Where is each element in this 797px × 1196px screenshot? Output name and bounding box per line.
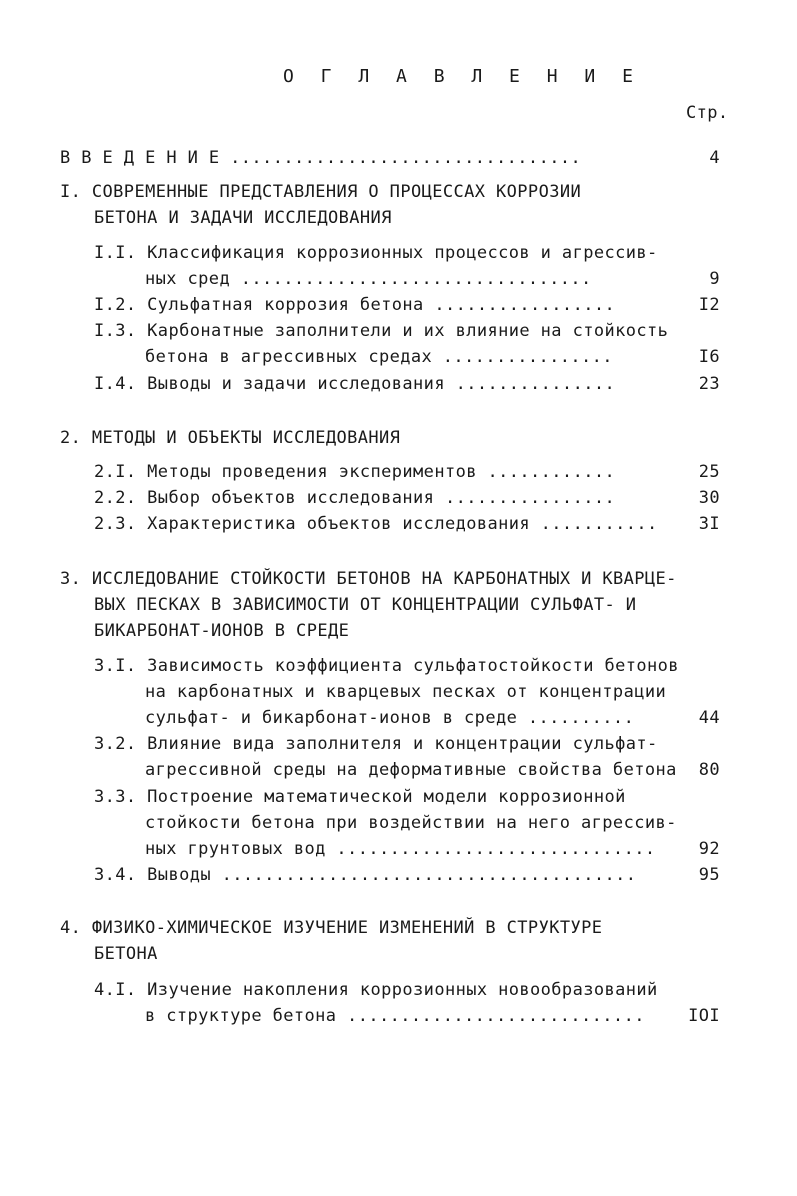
chapter-1-title: I. СОВРЕМЕННЫЕ ПРЕДСТАВЛЕНИЯ О ПРОЦЕССАХ КОРРОЗИИ: [60, 182, 582, 202]
section-1-3-page: I6: [698, 347, 720, 367]
section-4-1: 4.I. Изучение накопления коррозионных новообразований: [94, 980, 658, 1000]
section-3-1-page: 44: [698, 708, 720, 728]
section-1-2-page: I2: [698, 295, 720, 315]
section-3-1-cont-1: на карбонатных и кварцевых песках от концентрации: [145, 682, 667, 702]
chapter-1-title-cont: БЕТОНА И ЗАДАЧИ ИССЛЕДОВАНИЯ: [94, 208, 392, 228]
section-4-1-page: IOI: [688, 1006, 720, 1026]
section-3-3-cont-1: стойкости бетона при воздействии на него агрессив-: [145, 813, 677, 833]
chapter-2-title: 2. МЕТОДЫ И ОБЪЕКТЫ ИССЛЕДОВАНИЯ: [60, 428, 401, 448]
section-1-4-page: 23: [698, 374, 720, 394]
section-1-1-cont: ных сред .................................: [145, 269, 592, 289]
section-1-2: I.2. Сульфатная коррозия бетона .................: [94, 295, 616, 315]
section-3-2-page: 80: [698, 760, 720, 780]
section-1-1-page: 9: [709, 269, 720, 289]
section-1-4: I.4. Выводы и задачи исследования ...............: [94, 374, 616, 394]
section-2-3: 2.3. Характеристика объектов исследования ...........: [94, 514, 658, 534]
section-2-1-page: 25: [698, 462, 720, 482]
section-3-3: 3.3. Построение математической модели коррозионной: [94, 787, 626, 807]
section-3-3-page: 92: [698, 839, 720, 859]
section-1-3-cont: бетона в агрессивных средах ................: [145, 347, 613, 367]
chapter-4-title-cont: БЕТОНА: [94, 944, 158, 964]
section-3-4-page: 95: [698, 865, 720, 885]
toc-title: О Г Л А В Л Е Н И Е: [283, 66, 641, 87]
section-3-1: 3.I. Зависимость коэффициента сульфатостойкости бетонов: [94, 656, 679, 676]
section-2-2: 2.2. Выбор объектов исследования ................: [94, 488, 616, 508]
chapter-3-title-cont-2: БИКАРБОНАТ-ИОНОВ В СРЕДЕ: [94, 621, 350, 641]
chapter-4-title: 4. ФИЗИКО-ХИМИЧЕСКОЕ ИЗУЧЕНИЕ ИЗМЕНЕНИЙ В СТРУКТУРЕ: [60, 918, 603, 938]
section-3-4: 3.4. Выводы .......................................: [94, 865, 637, 885]
section-3-2-cont: агрессивной среды на деформативные свойства бетона: [145, 760, 677, 780]
section-2-3-page: 3I: [698, 514, 720, 534]
chapter-3-title: 3. ИССЛЕДОВАНИЕ СТОЙКОСТИ БЕТОНОВ НА КАРБОНАТНЫХ И КВАРЦЕ-: [60, 569, 677, 589]
section-3-3-cont-2: ных грунтовых вод ..............................: [145, 839, 656, 859]
section-2-2-page: 30: [698, 488, 720, 508]
section-1-3: I.3. Карбонатные заполнители и их влияние на стойкость: [94, 321, 669, 341]
chapter-3-title-cont-1: ВЫХ ПЕСКАХ В ЗАВИСИМОСТИ ОТ КОНЦЕНТРАЦИИ СУЛЬФАТ- И: [94, 595, 637, 615]
section-2-1: 2.I. Методы проведения экспериментов ............: [94, 462, 616, 482]
section-1-1: I.I. Классификация коррозионных процессов и агрессив-: [94, 243, 658, 263]
toc-intro: В В Е Д Е Н И Е .................................: [60, 148, 582, 168]
section-3-2: 3.2. Влияние вида заполнителя и концентрации сульфат-: [94, 734, 658, 754]
toc-intro-page: 4: [709, 148, 720, 168]
section-4-1-cont: в структуре бетона ............................: [145, 1006, 645, 1026]
page-column-header: Стр.: [686, 103, 729, 123]
section-3-1-cont-2: сульфат- и бикарбонат-ионов в среде ..........: [145, 708, 635, 728]
